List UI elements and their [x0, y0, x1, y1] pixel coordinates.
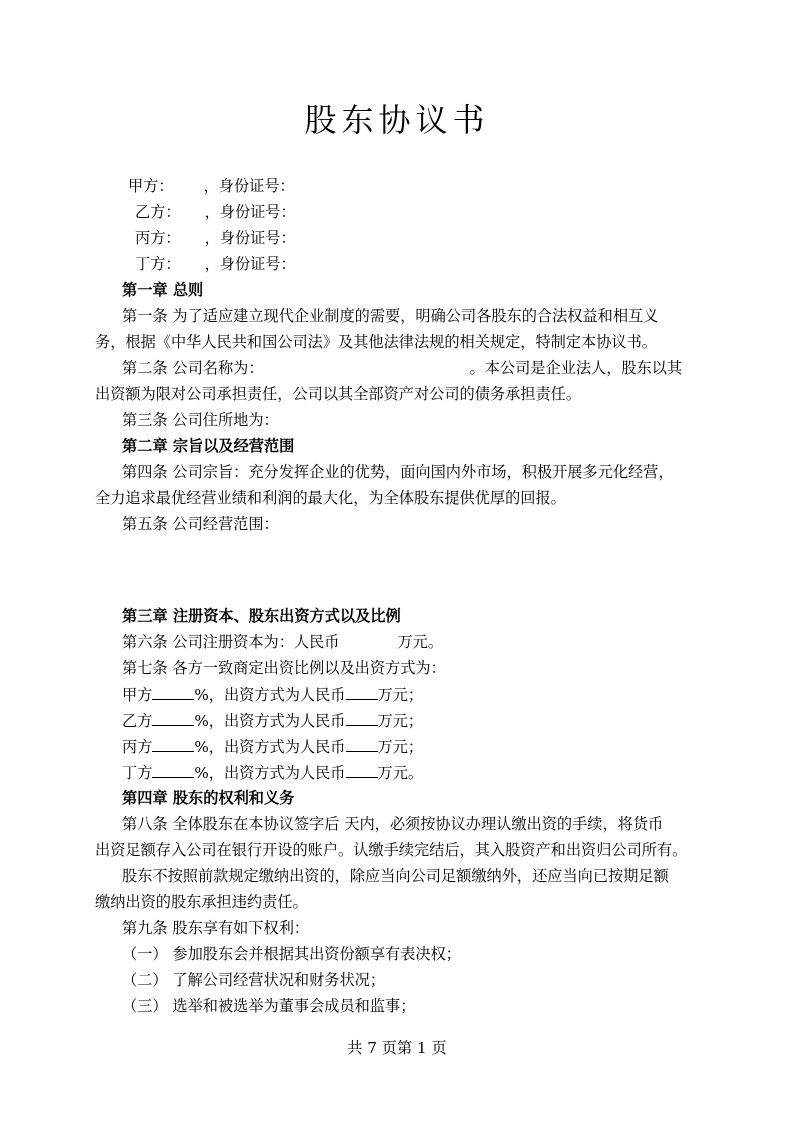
contribution-party: 甲方: [122, 686, 153, 704]
article-6-prefix: 第六条 公司注册资本为：人民币: [122, 633, 340, 651]
contribution-mid: %，出资方式为人民币: [194, 764, 346, 782]
article-7: 第七条 各方一致商定出资比例以及出资方式为：: [122, 659, 446, 677]
contribution-row-a: [122, 684, 423, 705]
contribution-mid: %，出资方式为人民币: [194, 738, 346, 756]
contribution-party: 丁方: [122, 764, 153, 782]
chapter-1-heading: 第一章 总则: [122, 281, 204, 299]
party-line-a: [128, 176, 295, 196]
article-1-line-1: 第一条 为了适应建立现代企业制度的需要，明确公司各股东的合法权益和相互义: [122, 307, 659, 325]
contribution-end: 万元；: [377, 686, 424, 704]
percent-blank: [152, 762, 194, 778]
page-footer: 共 7 页第 1 页: [347, 1039, 447, 1057]
party-name: 丙方：: [135, 229, 181, 247]
contribution-party: 丙方: [122, 738, 153, 756]
article-4-line-1: 第四条 公司宗旨：充分发挥企业的优势，面向国内外市场，积极开展多元化经营，: [122, 463, 674, 481]
amount-blank: [346, 762, 378, 778]
party-id-label: ，身份证号：: [204, 229, 296, 247]
contribution-mid: %，出资方式为人民币: [194, 712, 346, 730]
article-8-line-1: 第八条 全体股东在本协议签字后 天内，必须按协议办理认缴出资的手续，将货币: [122, 815, 664, 833]
chapter-4-heading: 第四章 股东的权利和义务: [122, 789, 295, 807]
percent-blank: [152, 710, 194, 726]
article-8-line-3: 股东不按照前款规定缴纳出资的，除应当向公司足额缴纳外，还应当向已按期足额: [122, 867, 669, 885]
article-1-line-2: 务，根据《中华人民共和国公司法》及其他法律法规的相关规定，特制定本协议书。: [95, 333, 657, 351]
party-id-label: ，身份证号：: [204, 255, 296, 273]
contribution-row-c: [122, 736, 423, 757]
chapter-2-heading: 第二章 宗旨以及经营范围: [122, 437, 295, 455]
article-5: 第五条 公司经营范围：: [122, 515, 279, 533]
party-line-b: [135, 202, 296, 222]
article-4-line-2: 全力追求最优经营业绩和利润的最大化，为全体股东提供优厚的回报。: [95, 489, 566, 507]
article-3: 第三条 公司住所地为：: [122, 411, 279, 429]
article-9: 第九条 股东享有如下权利：: [122, 919, 310, 937]
document-title: 股东协议书: [304, 101, 490, 139]
party-id-label: ，身份证号：: [203, 177, 295, 195]
party-line-d: [135, 254, 296, 274]
contribution-row-d: [122, 762, 423, 783]
amount-blank: [346, 710, 378, 726]
contribution-end: 万元；: [377, 738, 424, 756]
party-id-label: ，身份证号：: [204, 203, 296, 221]
chapter-3-heading: 第三章 注册资本、股东出资方式以及比例: [122, 607, 401, 625]
party-line-c: [135, 228, 296, 248]
contribution-end: 万元；: [377, 712, 424, 730]
article-6: [122, 632, 443, 652]
percent-blank: [152, 736, 194, 752]
article-8-line-2: 出资足额存入公司在银行开设的账户。认缴手续完结后，其入股资产和出资归公司所有。: [95, 841, 688, 859]
amount-blank: [346, 684, 378, 700]
article-8-line-4: 缴纳出资的股东承担违约责任。: [95, 893, 308, 911]
percent-blank: [152, 684, 194, 700]
amount-blank: [346, 736, 378, 752]
party-name: 甲方：: [128, 177, 174, 195]
article-2-prefix: 第二条 公司名称为：: [122, 359, 264, 377]
contribution-mid: %，出资方式为人民币: [194, 686, 346, 704]
contribution-end: 万元。: [377, 764, 424, 782]
article-2-line-2: 出资额为限对公司承担责任，公司以其全部资产对公司的债务承担责任。: [95, 385, 581, 403]
party-name: 丁方：: [135, 255, 181, 273]
right-item-1: （一） 参加股东会并根据其出资份额享有表决权；: [122, 945, 461, 963]
article-6-suffix: 万元。: [397, 633, 444, 651]
article-2-suffix: 。本公司是企业法人，股东以其: [469, 359, 683, 377]
article-2-line-1: [122, 358, 682, 378]
contribution-row-b: [122, 710, 423, 731]
right-item-2: （二） 了解公司经营状况和财务状况；: [122, 971, 386, 989]
right-item-3: （三） 选举和被选举为董事会成员和监事；: [122, 997, 416, 1015]
party-name: 乙方：: [135, 203, 181, 221]
contribution-party: 乙方: [122, 712, 153, 730]
